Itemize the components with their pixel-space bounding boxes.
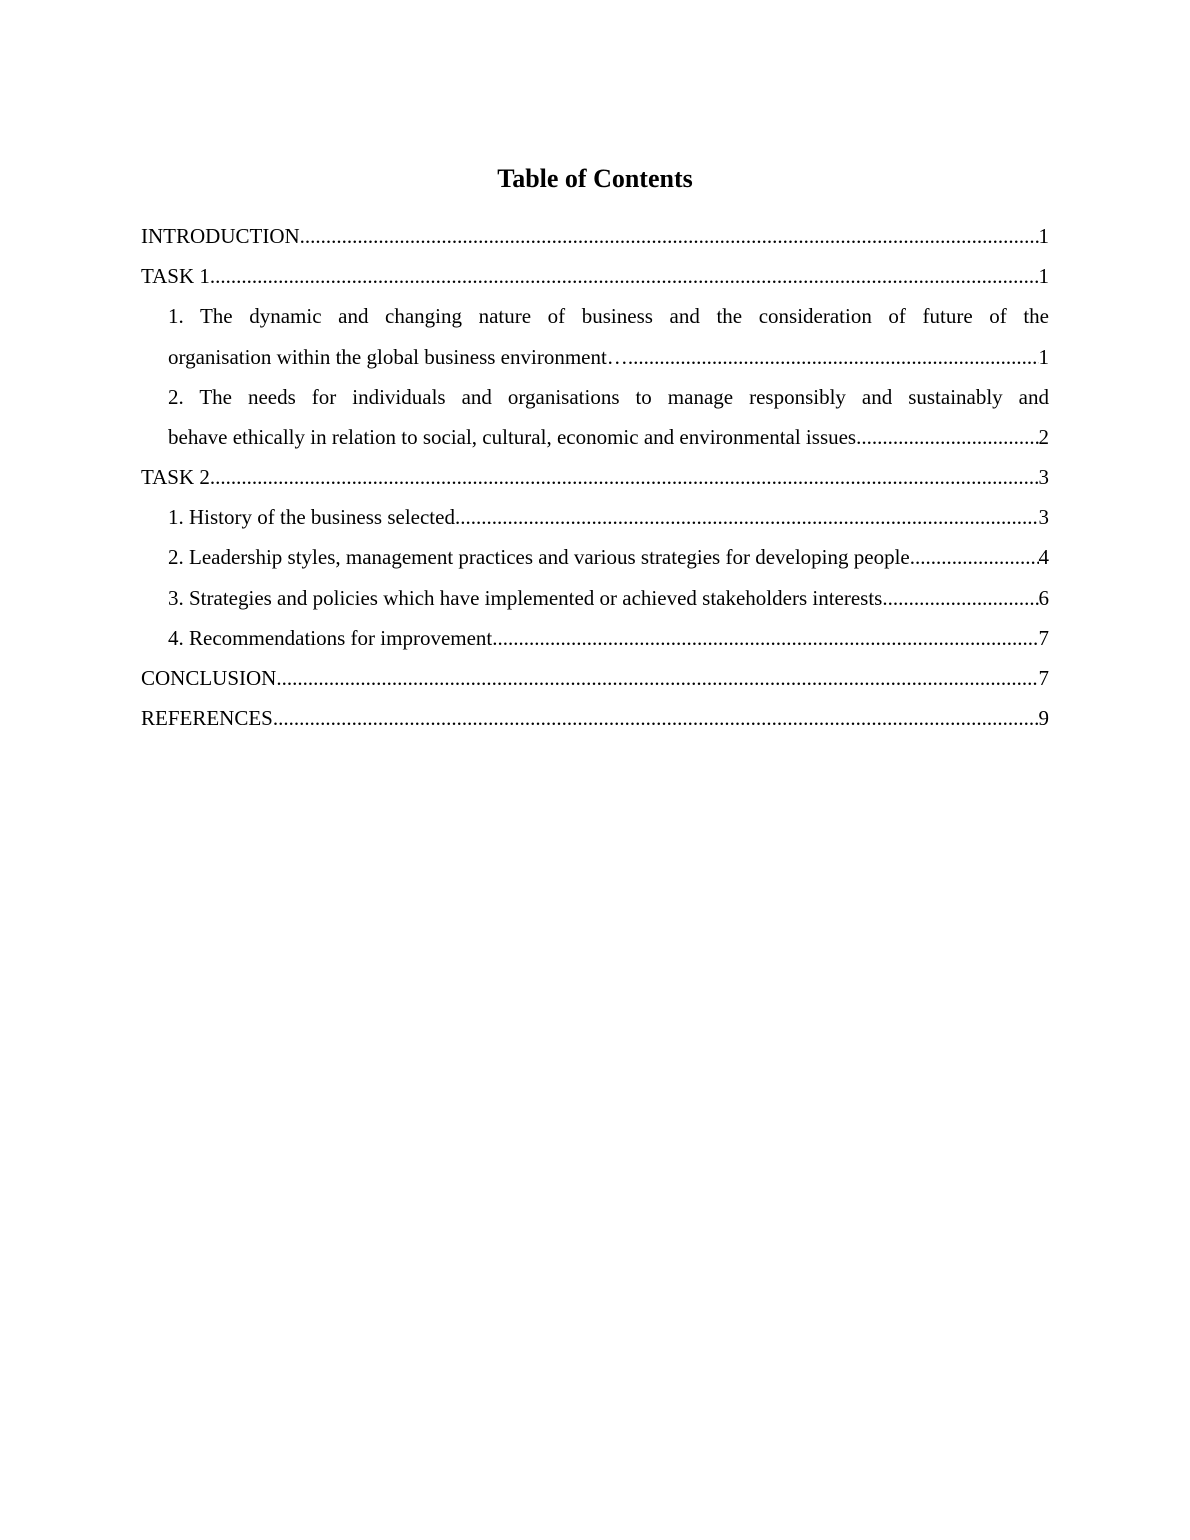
toc-entry-task-2-item-4[interactable] xyxy=(141,618,1049,658)
toc-entry-label: INTRODUCTION xyxy=(141,223,300,248)
toc-entry-task-2-item-1[interactable] xyxy=(141,497,1049,537)
toc-entry-label: 4. Recommendations for improvement xyxy=(168,625,493,650)
toc-entry-task-2[interactable] xyxy=(141,457,1049,497)
toc-entry-label: CONCLUSION xyxy=(141,666,277,691)
toc-entry-label-line-1: 2. The needs for individuals and organisations to manage responsibly and sustainably and xyxy=(168,384,1049,409)
toc-entry-task-2-item-3[interactable] xyxy=(141,578,1049,618)
dot-leader xyxy=(492,618,1038,658)
toc-entry-label-line-2: behave ethically in relation to social, cultural, economic and environmental issues xyxy=(168,424,857,449)
toc-entry-label: 3. Strategies and policies which have implemented or achieved stakeholders interests xyxy=(168,585,883,610)
toc-entry-label-line-2: organisation within the global business environment… xyxy=(168,344,628,369)
toc-entry-references[interactable] xyxy=(141,698,1049,738)
toc-title: Table of Contents xyxy=(497,164,693,193)
dot-leader xyxy=(273,698,1039,738)
toc-entry-task-1[interactable] xyxy=(141,256,1049,296)
dot-leader xyxy=(856,417,1038,457)
table-of-contents xyxy=(141,216,1049,738)
dot-leader xyxy=(300,216,1039,256)
toc-entry-task-1-item-1[interactable] xyxy=(141,296,1049,376)
toc-entry-label: REFERENCES xyxy=(141,706,273,731)
dot-leader xyxy=(210,256,1039,296)
toc-entry-task-1-item-2[interactable] xyxy=(141,377,1049,457)
toc-entry-label-line-1: 1. The dynamic and changing nature of business and the consideration of future of the xyxy=(168,304,1049,329)
toc-page-number: 1 xyxy=(1038,344,1049,369)
toc-page-number: 1 xyxy=(1038,264,1049,289)
toc-page-number: 4 xyxy=(1038,545,1049,570)
toc-page-number: 7 xyxy=(1038,625,1049,650)
toc-page-number: 9 xyxy=(1038,706,1049,731)
dot-leader xyxy=(910,538,1039,578)
toc-entry-label: TASK 1 xyxy=(141,264,210,289)
dot-leader xyxy=(210,457,1039,497)
dot-leader xyxy=(628,337,1039,377)
toc-page-number: 3 xyxy=(1038,505,1049,530)
toc-page-number: 2 xyxy=(1038,424,1049,449)
toc-entry-task-2-item-2[interactable] xyxy=(141,538,1049,578)
toc-entry-label: TASK 2 xyxy=(141,465,210,490)
dot-leader xyxy=(882,578,1038,618)
toc-entry-label: 2. Leadership styles, management practices and various strategies for developing people xyxy=(168,545,910,570)
dot-leader xyxy=(276,658,1038,698)
toc-page-number: 1 xyxy=(1038,223,1049,248)
toc-entry-introduction[interactable] xyxy=(141,216,1049,256)
toc-page-number: 3 xyxy=(1038,465,1049,490)
toc-page-number: 7 xyxy=(1038,666,1049,691)
toc-entry-label: 1. History of the business selected xyxy=(168,505,455,530)
dot-leader xyxy=(455,497,1039,537)
toc-entry-conclusion[interactable] xyxy=(141,658,1049,698)
toc-page-number: 6 xyxy=(1038,585,1049,610)
